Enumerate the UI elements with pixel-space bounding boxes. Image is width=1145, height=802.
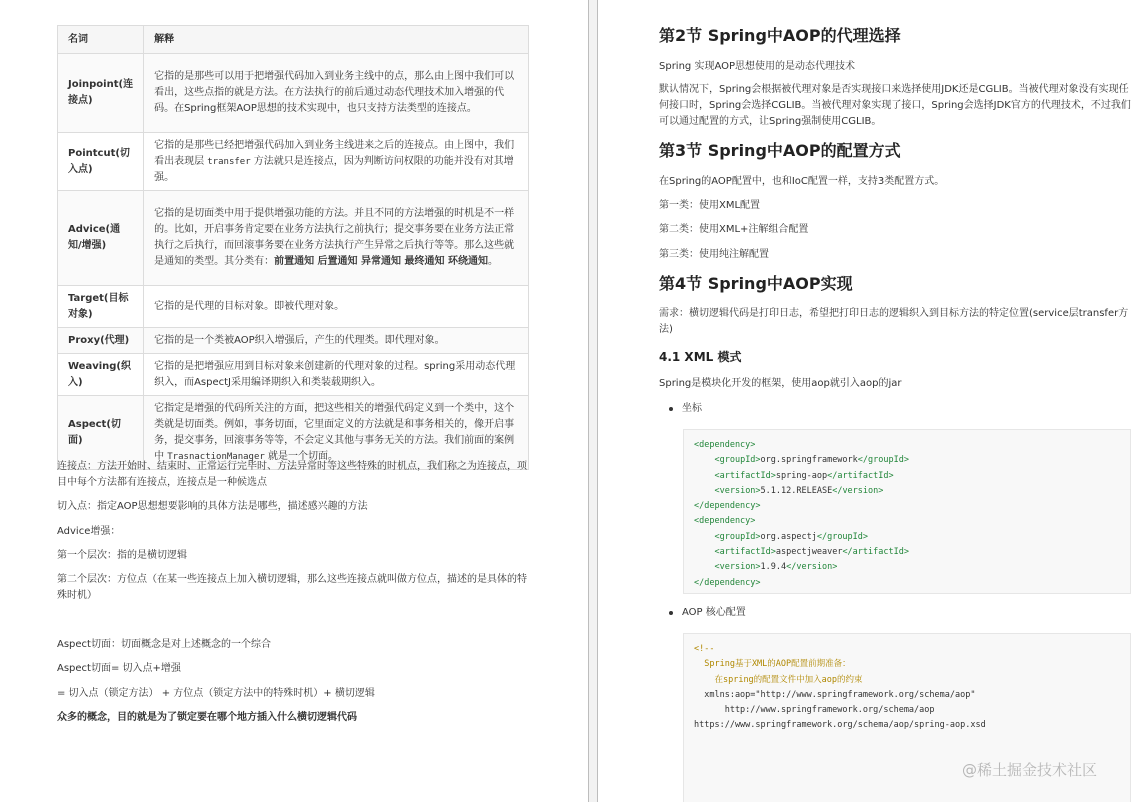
term-cell: Aspect(切面): [58, 396, 144, 470]
desc-text: 方法就只是连接点，因为判断访问权限的功能并没有对其增强。: [154, 155, 514, 183]
pointcut-paragraph: 切入点：指定AOP思想想要影响的具体方法是哪些，描述感兴趣的方法: [57, 501, 368, 512]
table-header-row: [58, 26, 529, 54]
aspect-paragraph: Aspect切面：切面概念是对上述概念的一个综合: [57, 639, 271, 650]
desc-cell: 它指的是一个类被AOP织入增强后，产生的代理类。即代理对象。: [144, 328, 529, 354]
section-3-title: 第3节 Spring中AOP的配置方式: [659, 141, 901, 160]
joinpoint-paragraph: 连接点：方法开始时、结束时、正常运行完毕时、方法异常时等这些特殊的时机点，我们称之为连接点，项目中每个方法都有连接点，连接点是一种候选点: [57, 461, 527, 488]
section-2-title: 第2节 Spring中AOP的代理选择: [659, 26, 901, 45]
inline-code: TrasnactionManager: [167, 451, 265, 462]
term-cell: Proxy(代理): [58, 328, 144, 354]
advice-types: 前置通知 后置通知 异常通知 最终通知 环绕通知: [274, 256, 489, 267]
term-cell: Advice(通知/增强): [58, 191, 144, 286]
s2-paragraph-1: Spring 实现AOP思想使用的是动态代理技术: [659, 61, 856, 72]
s4-paragraph-1: 需求：横切逻辑代码是打印日志，希望把打印日志的逻辑织入到目标方法的特定位置(service层transfer方法): [659, 308, 1129, 335]
desc-cell: [144, 133, 529, 191]
term-cell: Pointcut(切入点): [58, 133, 144, 191]
summary-paragraph: 众多的概念，目的就是为了锁定要在哪个地方插入什么横切逻辑代码: [57, 712, 357, 723]
s41-paragraph-1: Spring是模块化开发的框架，使用aop就引入aop的jar: [659, 378, 902, 389]
table-row: [58, 133, 529, 191]
desc-text: 就是一个切面。: [264, 450, 338, 462]
maven-dependency-code: <dependency> <groupId>org.springframework</groupId> <artifactId>spring-aop</artifactId> <version>5.1.12.RELEASE</version> </dependency> <dependency> <groupId>org.aspectj</groupId> <artifactId>aspectjweaver</artifactId> <version>1.9.4</version> </dependency>: [683, 429, 1131, 594]
bullet-aop-config: [672, 605, 746, 621]
bullet-label: 坐标: [682, 403, 702, 414]
table-row: [58, 354, 529, 396]
table-row: [58, 328, 529, 354]
desc-cell: 它指的是把增强应用到目标对象来创建新的代理对象的过程。spring采用动态代理织入，而AspectJ采用编译期织入和类装载期织入。: [144, 354, 529, 396]
page-divider: [588, 0, 598, 802]
s2-paragraph-2: 默认情况下，Spring会根据被代理对象是否实现接口来选择使用JDK还是CGLIB。当被代理对象没有实现任何接口时，Spring会选择CGLIB。当被代理对象实现了接口，Spring会选择JDK官方的代理技术，不过我们可以通过配置的方式，让Spring强制使用CGLIB。: [659, 84, 1131, 127]
aop-terms-table: [57, 25, 529, 470]
table-row: [58, 191, 529, 286]
term-cell: Target(目标对象): [58, 286, 144, 328]
table-header-desc: 解释: [144, 26, 529, 54]
table-header-term: 名词: [58, 26, 144, 54]
desc-cell: 它指的是那些可以用于把增强代码加入到业务主线中的点，那么由上图中我们可以看出，这些点指的就是方法。在方法执行的前后通过动态代理技术加入增强的代码。在Spring框架AOP思想的技术实现中，也只支持方法类型的连接点。: [144, 54, 529, 133]
aspect-expansion-paragraph: = 切入点（锁定方法） + 方位点（锁定方法中的特殊时机）+ 横切逻辑: [57, 688, 375, 699]
s3-paragraph-3: 第二类：使用XML+注解组合配置: [659, 224, 809, 235]
desc-cell: 它指的是代理的目标对象。即被代理对象。: [144, 286, 529, 328]
desc-text: 它指定是增强的代码所关注的方面，把这些相关的增强代码定义到一个类中，这个类就是切面类。例如，事务切面，它里面定义的方法就是和事务相关的，像开启事务，提交事务，回滚事务等等，不会定义其他与事务无关的方法。我们前面的案例中: [154, 402, 515, 462]
desc-text: 。: [488, 256, 499, 267]
s3-paragraph-4: 第三类：使用纯注解配置: [659, 249, 769, 260]
level-one-paragraph: 第一个层次：指的是横切逻辑: [57, 550, 187, 561]
desc-cell: [144, 191, 529, 286]
s3-paragraph-2: 第一类：使用XML配置: [659, 200, 761, 211]
table-row: [58, 54, 529, 133]
watermark: @稀土掘金技术社区: [962, 761, 1098, 779]
advice-paragraph: Advice增强：: [57, 526, 121, 537]
aop-config-code: <!-- Spring基于XML的AOP配置前期准备： 在spring的配置文件中加入aop的约束 xmlns:aop="http://www.springframework.org/schema/aop" http://www.springframework.org/schema/aop https://www.springframework.org/schema/aop/spring-aop.xsd: [683, 633, 1131, 802]
aspect-formula-paragraph: Aspect切面= 切入点+增强: [57, 663, 181, 674]
section-4-title: 第4节 Spring中AOP实现: [659, 274, 853, 293]
inline-code: transfer: [207, 156, 251, 167]
bullet-coordinates: [672, 401, 702, 417]
section-4-1-title: 4.1 XML 模式: [659, 350, 742, 364]
s3-paragraph-1: 在Spring的AOP配置中，也和IoC配置一样，支持3类配置方式。: [659, 176, 945, 187]
desc-text: 它指的是那些已经把增强代码加入到业务主线进来之后的连接点。由上图中，我们看出表现层: [154, 139, 515, 167]
table-row: [58, 286, 529, 328]
desc-text: 它指的是切面类中用于提供增强功能的方法。并且不同的方法增强的时机是不一样的。比如，开启事务肯定要在业务方法执行之前执行；提交事务要在业务方法正常执行之后执行，而回滚事务要在业务方法执行产生异常之后执行等等。那么这些就是通知的类型。其分类有：: [154, 208, 515, 267]
bullet-label: AOP 核心配置: [682, 607, 746, 618]
term-cell: Joinpoint(连接点): [58, 54, 144, 133]
term-cell: Weaving(织入): [58, 354, 144, 396]
level-two-paragraph: 第二个层次：方位点（在某一些连接点上加入横切逻辑，那么这些连接点就叫做方位点，描述的是具体的特殊时机）: [57, 574, 527, 601]
